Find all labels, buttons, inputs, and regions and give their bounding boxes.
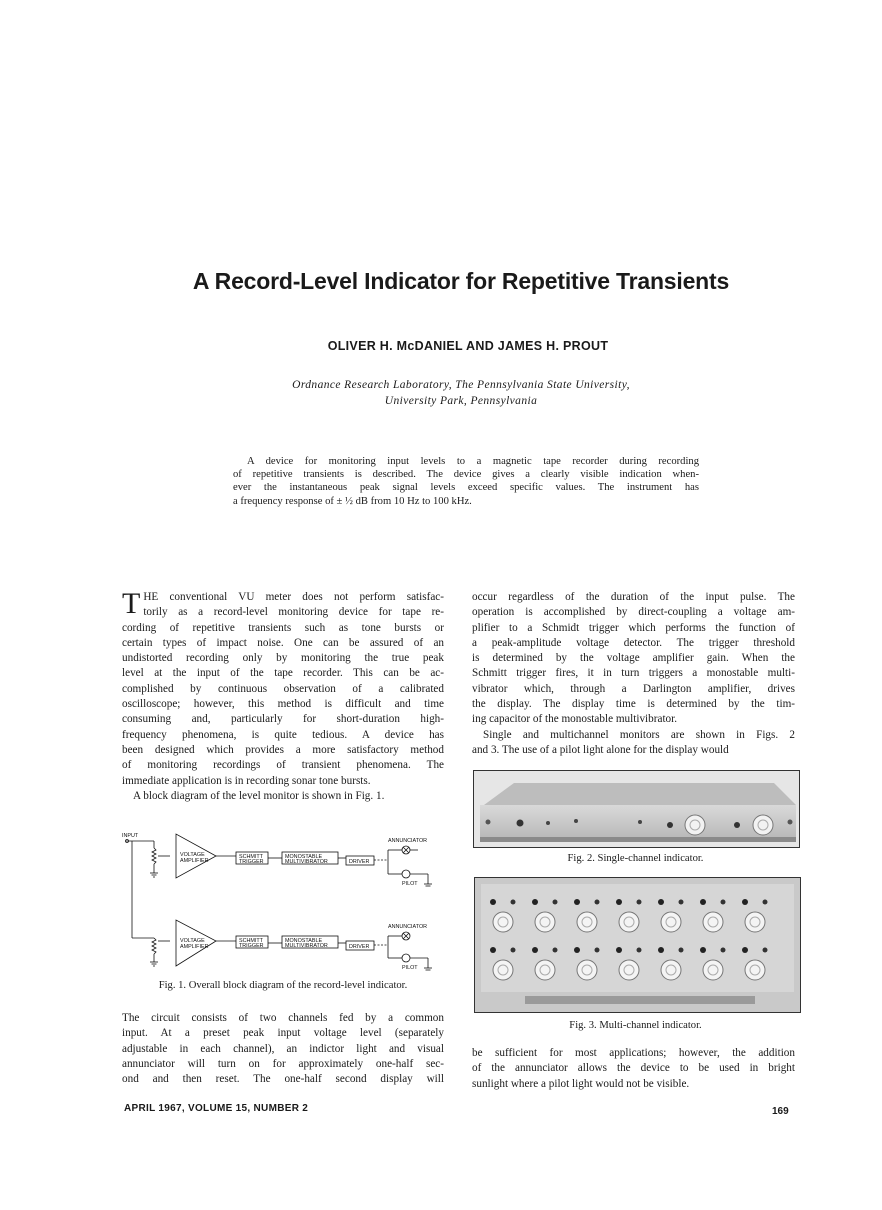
paper-title: A Record-Level Indicator for Repetitive Transients <box>192 268 730 294</box>
body-line: frequency phenomena, is quite tedious. A device has <box>122 728 444 741</box>
knob <box>679 900 684 905</box>
fig2-photo <box>473 770 800 848</box>
diagram-label-mono: MULTIVIBRATOR <box>285 859 328 865</box>
body-line: A block diagram of the level monitor is shown in Fig. 1. <box>133 789 385 802</box>
body-line: complished by continuous observation of a calibrated <box>122 682 444 695</box>
knob <box>658 947 664 953</box>
diagram-label-annunciator: ANNUNCIATOR <box>388 838 428 844</box>
body-line: The circuit consists of two channels fed by a common <box>122 1012 444 1024</box>
body-line: annunciator will turn on for approximately one-half sec- <box>122 1057 444 1070</box>
right-column-top <box>472 590 795 758</box>
knob <box>679 948 684 953</box>
affiliation-line: Ordnance Research Laboratory, The Pennsylvania State University, <box>292 379 630 391</box>
diagram-label-schmitt: SCHMITT <box>239 938 263 944</box>
annunciator-dial <box>745 960 765 980</box>
knob <box>490 899 496 905</box>
body-line: been designed which provides a more satisfactory method <box>122 743 444 756</box>
body-line: oscilloscope; however, this method is difficult and time <box>122 698 444 711</box>
knob <box>490 947 496 953</box>
knob <box>658 899 664 905</box>
diagram-label-amp: AMPLIFIER <box>180 944 209 950</box>
abstract-line: a frequency response of ± ½ dB from 10 Hz to 100 kHz. <box>233 495 472 507</box>
body-line: operation is accomplished by direct-coupling a voltage am- <box>472 606 795 619</box>
diagram-label-schmitt: TRIGGER <box>239 859 264 865</box>
drop-cap: T <box>122 587 141 620</box>
knob <box>511 900 516 905</box>
body-line: of the annunciator allows the device to be used in bright <box>472 1062 795 1075</box>
diagram-label-input: INPUT <box>122 833 139 839</box>
annunciator-dial <box>535 960 555 980</box>
knob <box>700 947 706 953</box>
fig2-caption: Fig. 2. Single-channel indicator. <box>567 853 704 864</box>
knob <box>532 947 538 953</box>
knob <box>700 899 706 905</box>
diagram-label-mono: MONOSTABLE <box>285 854 323 860</box>
body-line: ond and then reset. The one-half second display will <box>122 1073 444 1086</box>
body-line: occur regardless of the duration of the input pulse. The <box>472 591 795 603</box>
diagram-label-pilot: PILOT <box>402 965 418 971</box>
body-line: be sufficient for most applications; however, the addition <box>472 1047 795 1059</box>
fig1-caption: Fig. 1. Overall block diagram of the record-level indicator. <box>158 980 408 991</box>
annunciator-dial <box>745 912 765 932</box>
body-line: immediate application is in recording sonar tone bursts. <box>122 774 371 787</box>
annunciator-dial <box>619 912 639 932</box>
knob <box>616 899 622 905</box>
journal-footer: APRIL 1967, VOLUME 15, NUMBER 2 <box>124 1103 309 1114</box>
knob <box>574 947 580 953</box>
abstract-line: ever the instantaneous peak signal levels exceed specific values. The instrument has <box>233 482 699 494</box>
left-column-bottom <box>122 1011 444 1087</box>
fig3-photo <box>474 877 801 1013</box>
affiliation <box>0 377 882 409</box>
body-line: Schmitt trigger fires, it in turn triggers a monostable multi- <box>472 667 795 680</box>
body-line: of monitoring recordings of transient phenomena. The <box>122 759 444 772</box>
block-diagram <box>122 828 444 978</box>
body-line: plifier to a Schmidt trigger which performs the function of <box>472 621 795 634</box>
annunciator-dial <box>577 912 597 932</box>
diagram-label-pilot: PILOT <box>402 881 418 887</box>
diagram-label-annunciator: ANNUNCIATOR <box>388 924 428 930</box>
knob <box>574 899 580 905</box>
body-line: certain types of impact noise. One can be assured of an <box>122 636 444 649</box>
annunciator-dial <box>661 912 681 932</box>
right-column-bottom <box>472 1046 795 1092</box>
annunciator-dial <box>703 912 723 932</box>
body-line: the display. The display time is determined by the tim- <box>472 698 795 711</box>
abstract-line: A device for monitoring input levels to a magnetic tape recorder during recording <box>247 456 699 467</box>
body-line: undistorted recording only by monitoring the true peak <box>122 652 444 665</box>
knob <box>721 900 726 905</box>
body-line: input. At a preset peak input voltage level (separately <box>122 1027 444 1040</box>
annunciator-dial <box>661 960 681 980</box>
diagram-label-schmitt: TRIGGER <box>239 943 264 949</box>
body-line: cording of repetitive transients such as tone bursts or <box>122 621 444 634</box>
abstract <box>233 455 699 508</box>
knob <box>532 899 538 905</box>
knob <box>595 948 600 953</box>
annunciator-dial <box>535 912 555 932</box>
knob <box>763 948 768 953</box>
knob <box>595 900 600 905</box>
knob <box>742 899 748 905</box>
diagram-label-driver: DRIVER <box>349 859 370 865</box>
knob <box>742 947 748 953</box>
body-line: consuming and, particularly for short-duration high- <box>122 713 444 726</box>
diagram-label-driver: DRIVER <box>349 944 370 950</box>
diagram-label-mono: MONOSTABLE <box>285 938 323 944</box>
diagram-label-amp: VOLTAGE <box>180 938 205 944</box>
body-line: sunlight where a pilot light would not be visible. <box>472 1077 690 1090</box>
knob <box>553 900 558 905</box>
body-line: vibrator which, through a Darlington amplifier, drives <box>472 682 795 695</box>
body-line: is determined by the voltage amplifier gain. When the <box>472 652 795 665</box>
authors: OLIVER H. McDANIEL AND JAMES H. PROUT <box>327 339 609 353</box>
annunciator-dial <box>703 960 723 980</box>
knob <box>616 947 622 953</box>
knob <box>721 948 726 953</box>
diagram-label-mono: MULTIVIBRATOR <box>285 943 328 949</box>
annunciator-dial <box>577 960 597 980</box>
annunciator-dial <box>493 960 513 980</box>
diagram-label-schmitt: SCHMITT <box>239 854 263 860</box>
knob <box>637 900 642 905</box>
body-line: and 3. The use of a pilot light alone for the display would <box>472 743 729 756</box>
diagram-label-amp: AMPLIFIER <box>180 858 209 864</box>
knob <box>553 948 558 953</box>
diagram-label-amp: VOLTAGE <box>180 852 205 858</box>
body-line: HE conventional VU meter does not perform satisfac- <box>143 591 444 603</box>
left-column-top <box>122 587 444 804</box>
body-line: a peak-amplitude voltage detector. The trigger threshold <box>472 636 795 649</box>
annunciator-dial <box>493 912 513 932</box>
body-line: ing capacitor of the monostable multivibrator. <box>472 713 678 726</box>
body-line: torily as a record-level monitoring device for tape re- <box>143 606 444 619</box>
body-line: level at the input of the tape recorder. This can be ac- <box>122 667 444 680</box>
fig3-caption: Fig. 3. Multi-channel indicator. <box>569 1020 702 1031</box>
page-number: 169 <box>772 1106 789 1117</box>
knob <box>511 948 516 953</box>
abstract-line: of repetitive transients is described. The device gives a clearly visible indication when- <box>233 469 699 481</box>
body-line: adjustable in each channel), an indictor light and visual <box>122 1042 444 1055</box>
knob <box>763 900 768 905</box>
affiliation-line: University Park, Pennsylvania <box>384 395 538 407</box>
annunciator-dial <box>619 960 639 980</box>
knob <box>637 948 642 953</box>
body-line: Single and multichannel monitors are shown in Figs. 2 <box>483 728 795 741</box>
